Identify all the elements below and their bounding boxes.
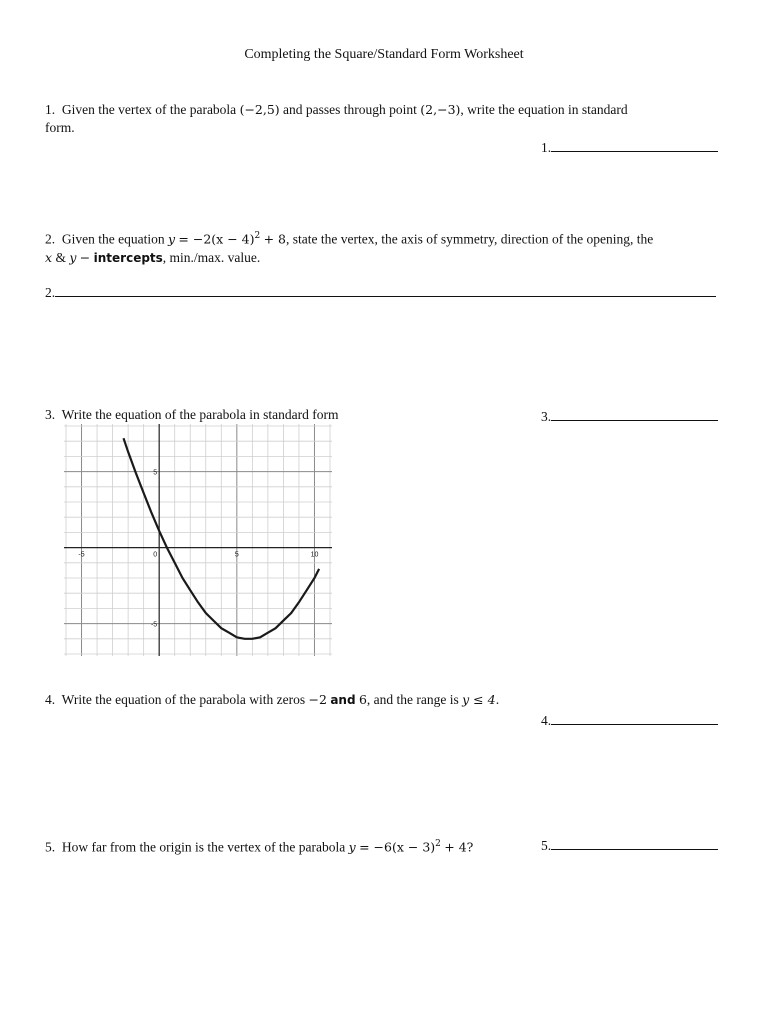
question-1 — [45, 101, 725, 137]
question-2-minus: − — [79, 249, 91, 265]
graph-axes — [64, 424, 332, 656]
question-3-number: 3. — [45, 407, 56, 422]
question-4-number: 4. — [45, 692, 56, 707]
question-1-text-a: Given the vertex of the parabola — [61, 102, 237, 117]
answer-3-label: 3. — [541, 409, 552, 424]
answer-1-line[interactable] — [541, 137, 718, 156]
answer-2-line[interactable] — [45, 282, 716, 301]
question-4-zero-1: −2 — [308, 692, 327, 707]
answer-3-line[interactable] — [541, 406, 718, 425]
question-4-text-a: Write the equation of the parabola with zeros — [61, 692, 306, 707]
x-tick-label: 5 — [234, 551, 239, 559]
question-1-number: 1. — [45, 102, 56, 117]
question-4-and: and — [330, 693, 356, 707]
question-2-var-y: y — [69, 249, 77, 265]
answer-5-line[interactable] — [541, 835, 718, 854]
y-tick-label: 5 — [153, 469, 158, 477]
question-2-number: 2. — [45, 231, 56, 247]
question-2-eq-y: y — [167, 231, 176, 247]
origin-label: 0 — [153, 551, 158, 559]
answer-1-blank[interactable] — [551, 137, 718, 152]
question-2-var-x: x — [45, 249, 53, 265]
question-2-amp: & — [55, 249, 66, 265]
question-1-text-b: and passes through point — [283, 102, 417, 117]
answer-4-blank[interactable] — [551, 710, 718, 725]
question-5-number: 5. — [45, 839, 56, 855]
question-2-eq-tail: + 8 — [263, 231, 286, 247]
answer-2-blank[interactable] — [55, 282, 716, 297]
x-tick-label: 10 — [310, 551, 319, 559]
question-2-text-a: Given the equation — [61, 231, 165, 247]
answer-3-blank[interactable] — [551, 406, 718, 421]
question-4-text-b: , and the range is — [366, 692, 459, 707]
question-4-zero-2: 6 — [358, 692, 367, 707]
graph-grid — [64, 424, 332, 656]
question-1-vertex: (−2,5) — [239, 102, 280, 117]
parabola-graph — [64, 424, 332, 656]
question-2 — [45, 227, 725, 267]
answer-2-label: 2. — [45, 285, 56, 300]
y-tick-label: -5 — [150, 621, 158, 629]
question-5-text-a: How far from the origin is the vertex of the parabola — [61, 839, 346, 855]
answer-4-line[interactable] — [541, 710, 718, 729]
question-3 — [45, 406, 445, 424]
question-5 — [45, 835, 535, 857]
question-4 — [45, 691, 725, 709]
question-2-eq-rest: = −2(x − 4) — [178, 231, 255, 247]
question-3-text: Write the equation of the parabola in standard form — [61, 407, 339, 422]
question-1-text-d: form. — [45, 120, 75, 135]
question-2-text-b: , state the vertex, the axis of symmetry, direction of the opening, the — [286, 231, 654, 247]
question-4-range: y ≤ 4. — [462, 692, 500, 707]
question-5-eq-exp: 2 — [435, 839, 441, 849]
answer-4-label: 4. — [541, 713, 552, 728]
question-1-point: (2,−3) — [420, 102, 461, 117]
answer-5-blank[interactable] — [551, 835, 718, 850]
worksheet-title: Completing the Square/Standard Form Worksheet — [244, 47, 524, 62]
question-1-text-c: , write the equation in standard — [460, 102, 628, 117]
question-5-eq-tail: + 4? — [444, 839, 474, 855]
question-2-intercepts: intercepts — [93, 250, 163, 265]
question-2-text-c: , min./max. value. — [162, 249, 261, 265]
question-5-eq-y: y — [348, 839, 356, 855]
question-5-eq-rest: = −6(x − 3) — [359, 839, 436, 855]
answer-1-label: 1. — [541, 140, 552, 155]
x-tick-label: -5 — [78, 551, 85, 559]
answer-5-label: 5. — [541, 838, 552, 853]
question-2-eq-exp: 2 — [254, 231, 261, 241]
